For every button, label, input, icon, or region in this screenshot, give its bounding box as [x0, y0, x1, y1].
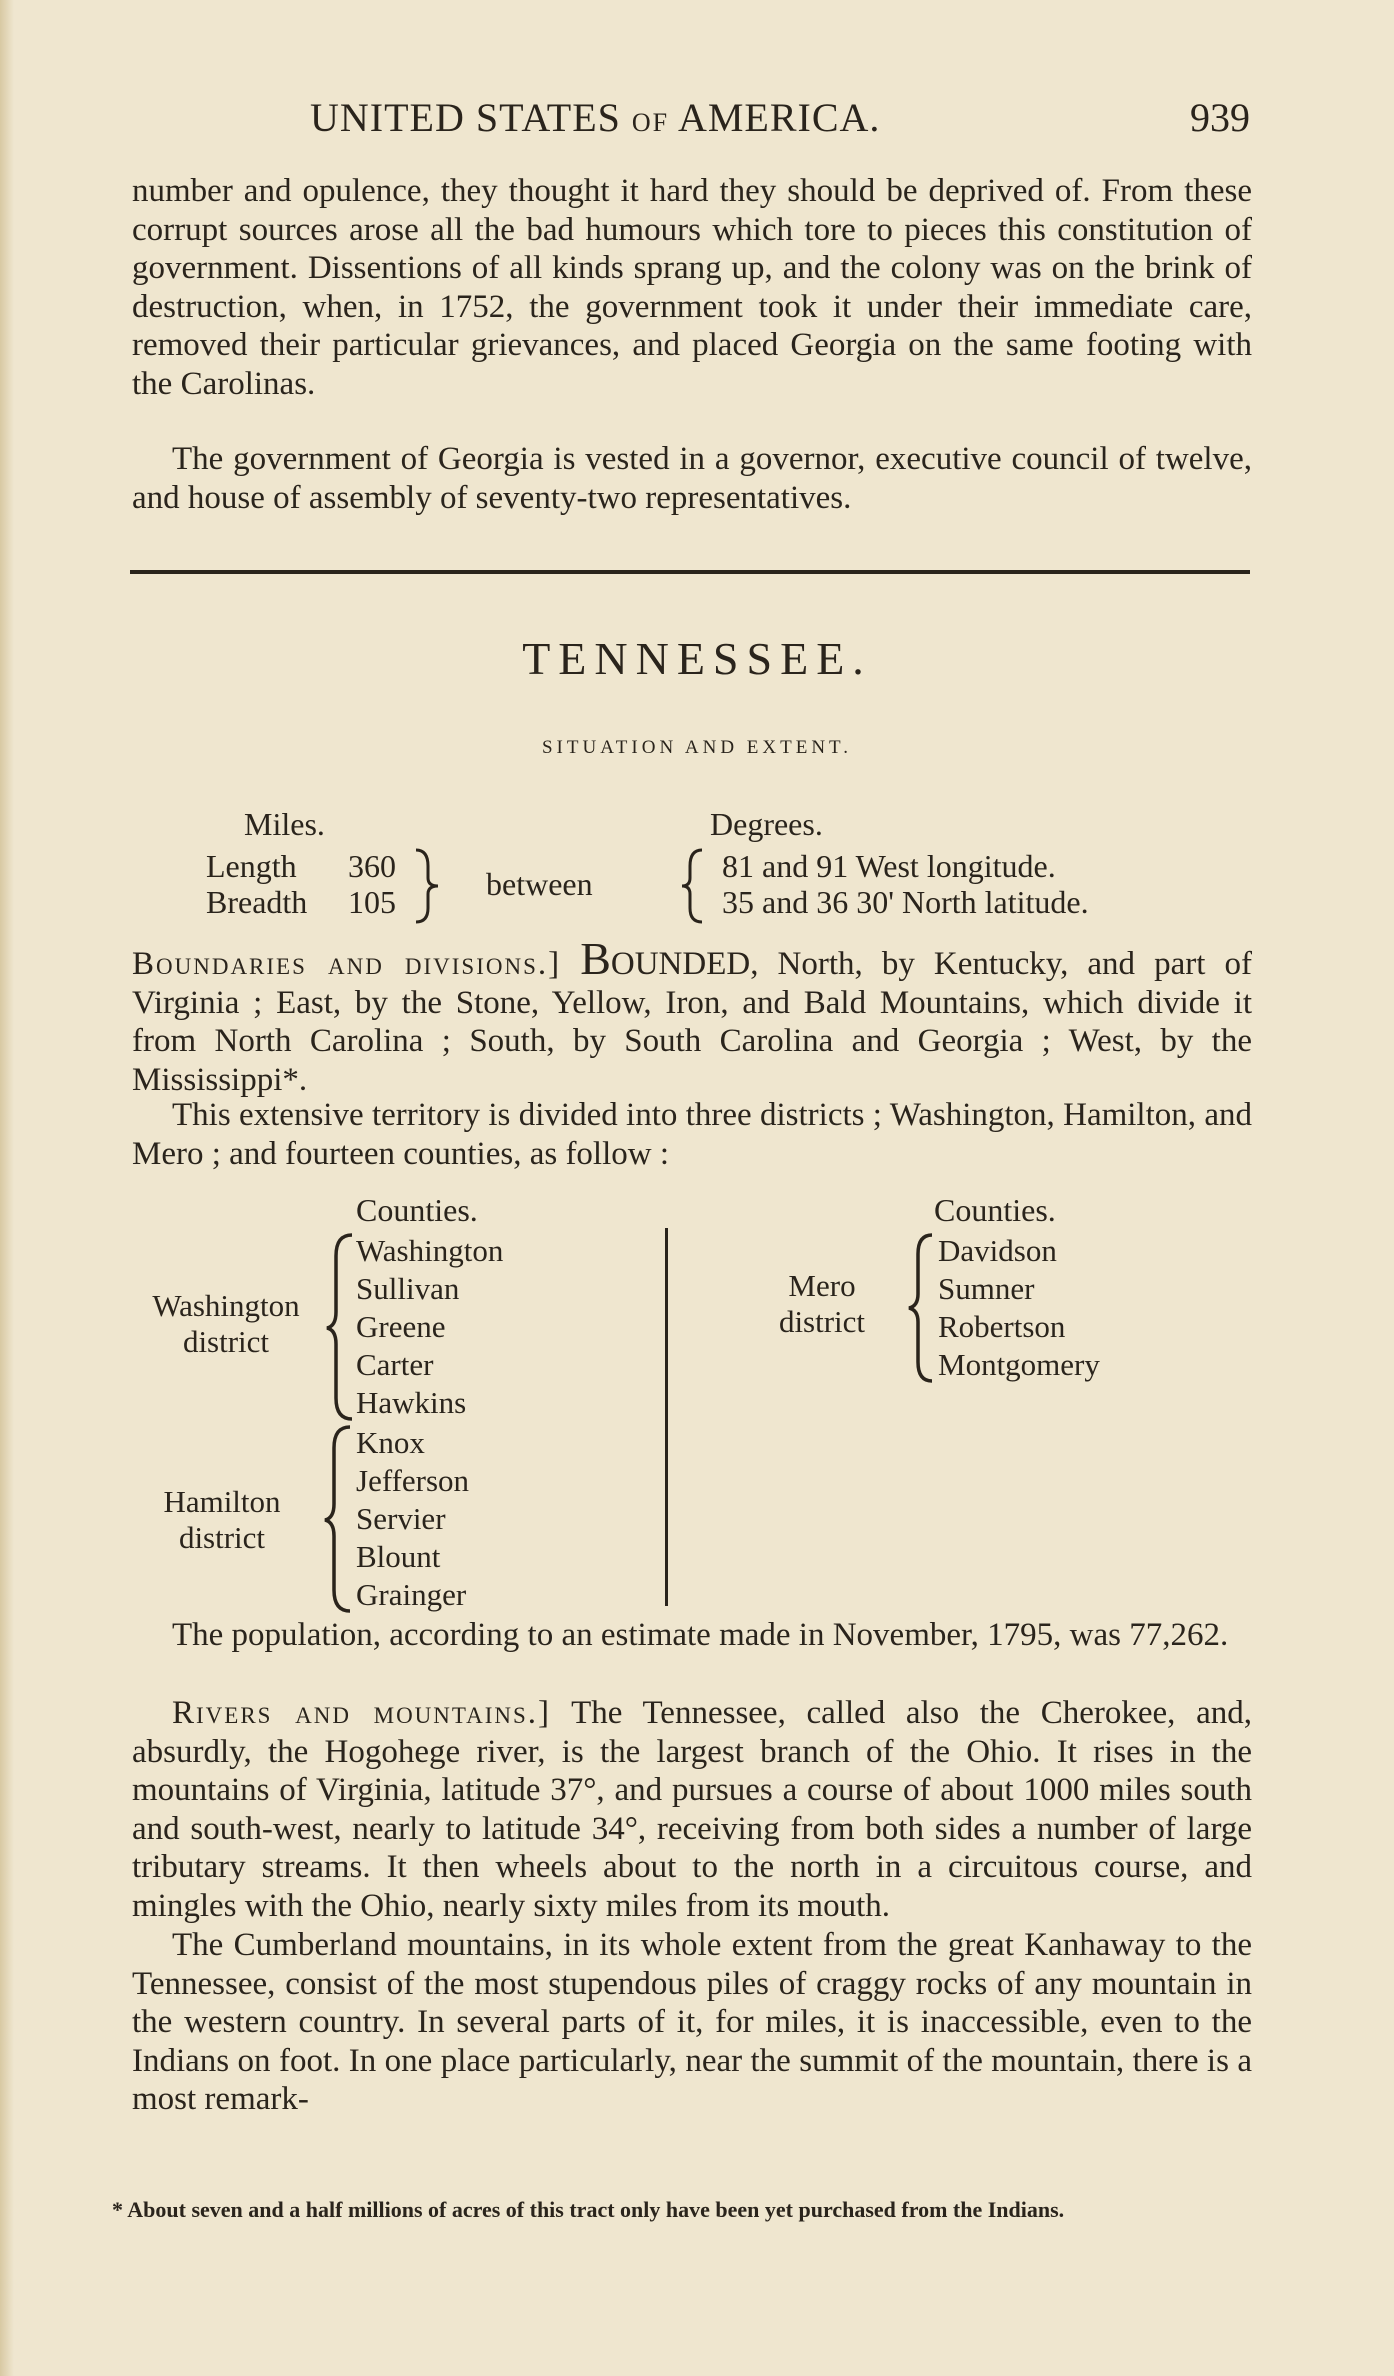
paragraph-cumberland: The Cumberland mountains, in its whole extent from the great Kanhaway to the Tennessee, consist of the most stupendous piles of craggy rocks of any mountain in the western country. In several parts of it, for miles, it is inaccessible, even to the Indians on foot. In one place particularly, near the summit of the mountain, there is a most remark- — [132, 1927, 1252, 2117]
district-column-divider — [665, 1228, 668, 1606]
list-item: Sullivan — [356, 1271, 460, 1306]
length-label: Length — [206, 848, 297, 884]
list-item: Blount — [356, 1539, 441, 1574]
miles-header: Miles. — [244, 806, 325, 842]
running-title: UNITED STATES OF AMERICA. — [310, 95, 881, 140]
list-item: Robertson — [938, 1309, 1066, 1344]
list-item: Washington — [356, 1233, 504, 1268]
footnote: * About seven and a half millions of acres of this tract only have been yet purchased from the Indians. — [112, 2197, 1065, 2222]
breadth-miles: 105 — [348, 884, 396, 920]
boundaries-heading: Boundaries and divisions.] — [132, 946, 562, 982]
list-item: Hawkins — [356, 1385, 467, 1420]
page-edge — [0, 0, 14, 2376]
mero-brace — [906, 1232, 936, 1384]
list-item: Carter — [356, 1347, 434, 1382]
section-divider — [130, 570, 1250, 574]
mero-counties — [938, 1232, 1100, 1384]
mero-district-label: Mero district — [778, 1268, 866, 1339]
list-item: Montgomery — [938, 1347, 1100, 1382]
boundaries-lead: OUNDED, — [610, 946, 759, 982]
extent-brace-right — [412, 848, 442, 924]
paragraph-divisions: This extensive territory is divided into three districts ; Washington, Hamilton, and Mero ; and fourteen counties, as follow : — [132, 1097, 1252, 1172]
paragraph-georgia-government: The government of Georgia is vested in a governor, executive council of twelve, and house of assembly of seventy-two representatives. — [132, 441, 1252, 516]
paragraph-population: The population, according to an estimate made in November, 1795, was 77,262. — [172, 1617, 1229, 1653]
section-title: TENNESSEE. — [522, 633, 872, 684]
washington-brace — [324, 1232, 356, 1422]
rivers-heading: Rivers and mountains.] — [172, 1695, 552, 1731]
list-item: Grainger — [356, 1577, 467, 1612]
paragraph-boundaries — [132, 933, 1252, 1099]
counties-header-right: Counties. — [934, 1192, 1056, 1228]
list-item: Jefferson — [356, 1463, 470, 1498]
paragraph-georgia-history: number and opulence, they thought it hard they should be deprived of. From these corrupt sources arose all the bad humours which tore to pieces this constitution of government. Dissentions of all kinds sprang up, and the colony was on the brink of destruction, when, in 1752, the government took it under their immediate care, removed their particular grievances, and placed Georgia on the same footing with the Carolinas. — [132, 173, 1252, 402]
breadth-label: Breadth — [206, 884, 308, 920]
degrees-header: Degrees. — [710, 806, 823, 842]
between-label: between — [486, 866, 593, 902]
extent-brace-left — [680, 848, 706, 924]
boundaries-dropcap: B — [580, 933, 611, 984]
breadth-degrees: 35 and 36 30' North latitude. — [722, 884, 1089, 920]
length-degrees: 81 and 91 West longitude. — [722, 848, 1056, 884]
running-header — [130, 88, 1250, 148]
length-miles: 360 — [348, 848, 396, 884]
hamilton-counties — [356, 1424, 469, 1614]
counties-header-left: Counties. — [356, 1192, 478, 1228]
list-item: Greene — [356, 1309, 446, 1344]
list-item: Servier — [356, 1501, 446, 1536]
list-item: Knox — [356, 1425, 425, 1460]
washington-district-label: Washington district — [152, 1288, 300, 1359]
rivers-text: The Tennessee, called also the Cherokee, and, absurdly, the Hogohege river, is the largest branch of the Ohio. It rises in the mountains of Virginia, latitude 37°, and pursues a course of about 1000 miles south and south-west, nearly to latitude 34°, receiving from both sides a number of large tributary streams. It then wheels about to the north in a circuitous course, and mingles with the Ohio, nearly sixty miles from its mouth. — [132, 1695, 1252, 1924]
boundaries-text: North, by Kentucky, and part of Virginia ; East, by the Stone, Yellow, Iron, and Bald Mountains, which divide it from North Carolina ; South, by South Carolina and Georgia ; West, by the Mississippi*. — [132, 946, 1252, 1098]
washington-counties — [356, 1232, 503, 1422]
hamilton-district-label: Hamilton district — [163, 1484, 281, 1555]
hamilton-brace — [322, 1424, 354, 1614]
page-number: 939 — [1190, 95, 1250, 140]
list-item: Sumner — [938, 1271, 1035, 1306]
list-item: Davidson — [938, 1233, 1057, 1268]
paragraph-rivers — [132, 1694, 1252, 1925]
section-subtitle: SITUATION AND EXTENT. — [541, 737, 853, 758]
